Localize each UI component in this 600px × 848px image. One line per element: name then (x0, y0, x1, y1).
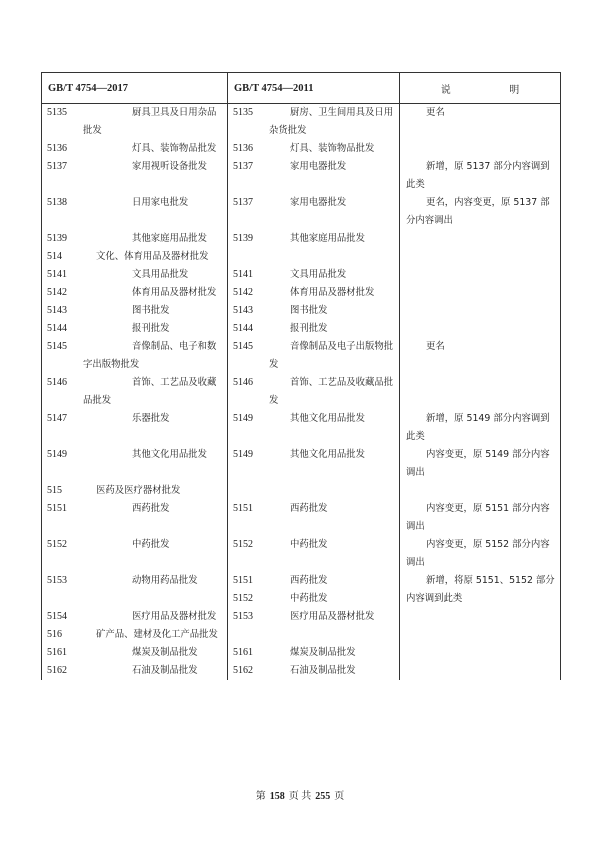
name-2017: 其他家庭用品批发 (132, 233, 208, 244)
code-2011: 5136 (233, 143, 253, 154)
code-2011: 5137 (233, 161, 253, 172)
cell-note (400, 104, 561, 141)
name-2017: 厨具卫具及日用杂品批发 (83, 107, 217, 136)
code-2017: 5136 (47, 143, 67, 154)
code-2017: 5149 (47, 449, 67, 460)
cell-gbt-2011 (228, 500, 400, 536)
cell-gbt-2011 (228, 284, 400, 302)
table-row (42, 608, 561, 626)
cell-gbt-2017 (42, 482, 228, 500)
table-row (42, 320, 561, 338)
cell-gbt-2017 (42, 266, 228, 284)
cell-note (400, 572, 561, 608)
cell-gbt-2017 (42, 536, 228, 572)
name-2011: 文具用品批发 (290, 269, 347, 280)
cell-gbt-2011 (228, 320, 400, 338)
code-2017: 5147 (47, 413, 67, 424)
name-2011: 音像制品及电子出版物批发 (269, 341, 394, 370)
name-2011: 首饰、工艺品及收藏品批发 (269, 377, 394, 406)
cell-gbt-2017 (42, 302, 228, 320)
page-footer (0, 787, 600, 802)
cell-gbt-2017 (42, 500, 228, 536)
header-note: 说 明 (400, 73, 561, 104)
name-2017: 矿产品、建材及化工产品批发 (96, 629, 218, 640)
code-2017: 5142 (47, 287, 67, 298)
note-text: 内容变更，原 5151 部分内容调出 (406, 503, 550, 532)
cell-gbt-2011 (228, 410, 400, 446)
table-row (42, 338, 561, 374)
code-2011: 5153 (233, 611, 253, 622)
name-2017: 文化、体育用品及器材批发 (96, 251, 209, 262)
cell-note (400, 662, 561, 680)
table-row (42, 248, 561, 266)
name-2011: 其他文化用品批发 (290, 449, 366, 460)
cell-gbt-2011 (228, 536, 400, 572)
cell-note (400, 446, 561, 482)
cell-gbt-2017 (42, 338, 228, 374)
code-2017: 5144 (47, 323, 67, 334)
code-2017: 5151 (47, 503, 67, 514)
table-row (42, 626, 561, 644)
footer-page-total: 255 (315, 791, 331, 802)
code-2011: 5135 (233, 107, 253, 118)
name-2017: 音像制品、电子和数字出版物批发 (83, 341, 217, 370)
table-row (42, 194, 561, 230)
name-2017: 日用家电批发 (132, 197, 189, 208)
code-2011: 5161 (233, 647, 253, 658)
cell-note (400, 626, 561, 644)
cell-note (400, 266, 561, 284)
code-2017: 5141 (47, 269, 67, 280)
code-2011: 5162 (233, 665, 253, 676)
name-2011: 家用电器批发 (290, 161, 347, 172)
code-2011: 5141 (233, 269, 253, 280)
table-row (42, 284, 561, 302)
cell-note (400, 230, 561, 248)
name-2011: 图书批发 (290, 305, 328, 316)
cell-gbt-2017 (42, 608, 228, 626)
code-2017: 5138 (47, 197, 67, 208)
table-row (42, 572, 561, 608)
table-row (42, 482, 561, 500)
name-2017: 首饰、工艺品及收藏品批发 (83, 377, 217, 406)
cell-gbt-2011 (228, 446, 400, 482)
cell-gbt-2017 (42, 284, 228, 302)
table-row (42, 158, 561, 194)
cell-gbt-2017 (42, 248, 228, 266)
name-2011: 其他文化用品批发 (290, 413, 366, 424)
code-2011: 5151 (233, 503, 253, 514)
cell-gbt-2011 (228, 158, 400, 194)
name-2017: 医药及医疗器材批发 (96, 485, 181, 496)
code-2011: 5144 (233, 323, 253, 334)
cell-gbt-2011 (228, 248, 400, 266)
code-2011: 5151 (233, 575, 253, 586)
name-2017: 煤炭及制品批发 (132, 647, 198, 658)
cell-gbt-2011 (228, 338, 400, 374)
name-2011: 家用电器批发 (290, 197, 347, 208)
table-row (42, 500, 561, 536)
code-2011: 5139 (233, 233, 253, 244)
cell-note (400, 500, 561, 536)
cell-note (400, 320, 561, 338)
cell-gbt-2011 (228, 302, 400, 320)
note-text: 更名，内容变更，原 5137 部分内容调出 (406, 197, 550, 226)
code-2017: 5135 (47, 107, 67, 118)
code-2017: 5146 (47, 377, 67, 388)
code-2011: 5143 (233, 305, 253, 316)
header-gbt-2017: GB/T 4754—2017 (42, 73, 228, 104)
cell-note (400, 284, 561, 302)
cell-note (400, 302, 561, 320)
table-row (42, 446, 561, 482)
name-2011: 西药批发 (290, 575, 328, 586)
name-2011: 厨房、卫生间用具及日用杂货批发 (269, 107, 394, 136)
code-2017: 514 (47, 251, 62, 262)
cell-note (400, 194, 561, 230)
name-2011: 体育用品及器材批发 (290, 287, 375, 298)
footer-suffix: 页 (334, 791, 345, 802)
cell-gbt-2011 (228, 662, 400, 680)
cell-gbt-2011 (228, 374, 400, 410)
table-row (42, 644, 561, 662)
code-2017: 5143 (47, 305, 67, 316)
code-2017: 515 (47, 485, 62, 496)
note-text: 内容变更，原 5149 部分内容调出 (406, 449, 550, 478)
cell-gbt-2017 (42, 194, 228, 230)
name-2017: 其他文化用品批发 (132, 449, 208, 460)
code-2011: 5137 (233, 197, 253, 208)
name-2017: 灯具、装饰物品批发 (132, 143, 217, 154)
name-2017: 报刊批发 (132, 323, 170, 334)
cell-gbt-2011 (228, 644, 400, 662)
code-2011: 5152 (233, 593, 253, 604)
code-2011: 5149 (233, 413, 253, 424)
name-2011: 西药批发 (290, 503, 328, 514)
note-text: 内容变更，原 5152 部分内容调出 (406, 539, 550, 568)
name-2017: 中药批发 (132, 539, 170, 550)
footer-page-number: 158 (269, 791, 285, 802)
footer-middle: 页 共 (288, 791, 312, 802)
cell-gbt-2017 (42, 140, 228, 158)
cell-note (400, 482, 561, 500)
cell-gbt-2011 (228, 572, 400, 608)
table-row (42, 140, 561, 158)
name-2017: 乐器批发 (132, 413, 170, 424)
name-2017: 动物用药品批发 (132, 575, 198, 586)
code-2017: 5152 (47, 539, 67, 550)
cell-note (400, 608, 561, 626)
table-row (42, 536, 561, 572)
name-2017: 体育用品及器材批发 (132, 287, 217, 298)
cell-gbt-2017 (42, 644, 228, 662)
cell-note (400, 374, 561, 410)
cell-gbt-2011 (228, 608, 400, 626)
note-text: 新增，将原 5151、5152 部分内容调到此类 (406, 575, 555, 604)
name-2017: 家用视听设备批发 (132, 161, 208, 172)
table-row (42, 662, 561, 680)
cell-gbt-2017 (42, 320, 228, 338)
cell-gbt-2017 (42, 410, 228, 446)
cell-gbt-2017 (42, 104, 228, 141)
cell-note (400, 338, 561, 374)
cell-gbt-2011 (228, 482, 400, 500)
name-2017: 文具用品批发 (132, 269, 189, 280)
code-2011: 5152 (233, 539, 253, 550)
cell-note (400, 140, 561, 158)
cell-gbt-2011 (228, 104, 400, 141)
classification-comparison-table (41, 72, 561, 680)
code-2011: 5142 (233, 287, 253, 298)
name-2011: 灯具、装饰物品批发 (290, 143, 375, 154)
code-2017: 516 (47, 629, 62, 640)
name-2011: 煤炭及制品批发 (290, 647, 356, 658)
table-row (42, 266, 561, 284)
note-text: 更名 (426, 107, 445, 118)
name-2017: 西药批发 (132, 503, 170, 514)
code-2011: 5146 (233, 377, 253, 388)
code-2017: 5153 (47, 575, 67, 586)
table-row (42, 302, 561, 320)
cell-note (400, 644, 561, 662)
table-header-row (42, 73, 561, 104)
table-row (42, 104, 561, 141)
cell-gbt-2011 (228, 194, 400, 230)
code-2017: 5137 (47, 161, 67, 172)
table-row (42, 230, 561, 248)
code-2011: 5149 (233, 449, 253, 460)
name-2011: 其他家庭用品批发 (290, 233, 366, 244)
cell-gbt-2017 (42, 626, 228, 644)
name-2017: 石油及制品批发 (132, 665, 198, 676)
code-2011: 5145 (233, 341, 253, 352)
cell-note (400, 158, 561, 194)
name-2017: 医疗用品及器材批发 (132, 611, 217, 622)
table-body (42, 104, 561, 681)
note-text: 新增，原 5137 部分内容调到此类 (406, 161, 550, 190)
name-2011: 中药批发 (290, 593, 328, 604)
name-2011: 石油及制品批发 (290, 665, 356, 676)
cell-gbt-2017 (42, 374, 228, 410)
cell-gbt-2017 (42, 230, 228, 248)
cell-note (400, 248, 561, 266)
footer-prefix: 第 (255, 791, 266, 802)
note-text: 新增，原 5149 部分内容调到此类 (406, 413, 550, 442)
name-2011: 中药批发 (290, 539, 328, 550)
name-2011: 医疗用品及器材批发 (290, 611, 375, 622)
code-2017: 5139 (47, 233, 67, 244)
cell-gbt-2011 (228, 140, 400, 158)
cell-gbt-2011 (228, 266, 400, 284)
header-gbt-2011: GB/T 4754—2011 (228, 73, 400, 104)
cell-gbt-2017 (42, 446, 228, 482)
name-2017: 图书批发 (132, 305, 170, 316)
code-2017: 5161 (47, 647, 67, 658)
note-text: 更名 (426, 341, 445, 352)
cell-gbt-2017 (42, 158, 228, 194)
code-2017: 5154 (47, 611, 67, 622)
cell-gbt-2011 (228, 626, 400, 644)
name-2011: 报刊批发 (290, 323, 328, 334)
code-2017: 5145 (47, 341, 67, 352)
cell-note (400, 536, 561, 572)
table-row (42, 374, 561, 410)
cell-note (400, 410, 561, 446)
table-row (42, 410, 561, 446)
code-2017: 5162 (47, 665, 67, 676)
cell-gbt-2017 (42, 662, 228, 680)
cell-gbt-2011 (228, 230, 400, 248)
cell-gbt-2017 (42, 572, 228, 608)
